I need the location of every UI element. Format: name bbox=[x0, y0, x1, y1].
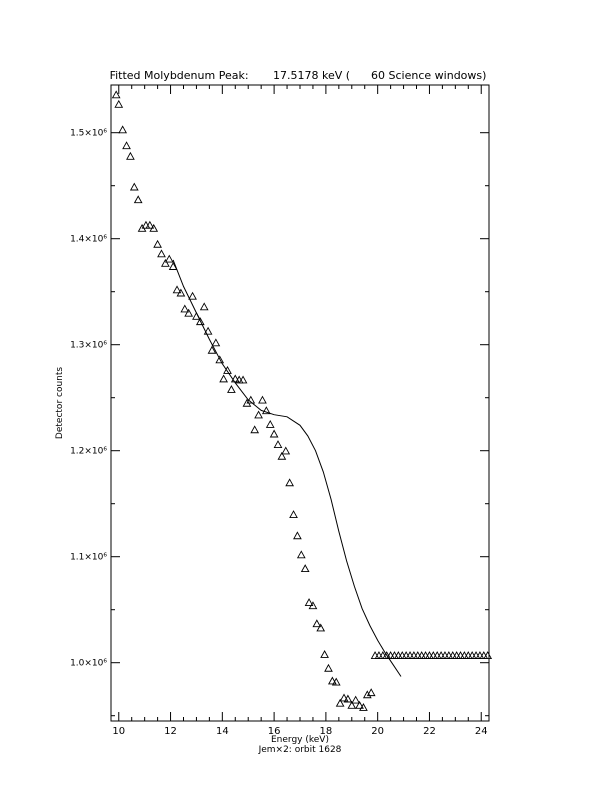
data-point bbox=[313, 620, 320, 627]
x-tick-label: 18 bbox=[319, 726, 333, 737]
data-point bbox=[274, 441, 281, 448]
data-point bbox=[123, 142, 130, 149]
y-tick-label: 1.3×10⁶ bbox=[70, 340, 107, 351]
data-point bbox=[212, 339, 219, 346]
x-tick-label: 24 bbox=[474, 726, 488, 737]
data-point bbox=[181, 305, 188, 312]
data-point bbox=[228, 386, 235, 393]
data-point bbox=[154, 241, 161, 248]
data-point bbox=[290, 511, 297, 518]
data-point bbox=[321, 651, 328, 658]
fit-curve bbox=[173, 260, 401, 677]
data-point bbox=[131, 184, 138, 191]
footer-label: Jem×2: orbit 1628 bbox=[258, 745, 342, 755]
x-axis-label: Energy (keV) bbox=[271, 735, 329, 745]
data-point bbox=[251, 426, 258, 433]
data-point bbox=[298, 551, 305, 558]
data-point bbox=[267, 421, 274, 428]
chart-title: Fitted Molybdenum Peak: 17.5178 keV ( 60 Science windows) bbox=[109, 69, 487, 82]
data-point bbox=[317, 624, 324, 631]
data-point bbox=[166, 256, 173, 263]
y-tick-label: 1.4×10⁶ bbox=[70, 234, 107, 245]
y-tick-label: 1.1×10⁶ bbox=[70, 552, 107, 563]
data-point bbox=[282, 447, 289, 454]
y-tick-label: 1.5×10⁶ bbox=[70, 128, 107, 139]
data-point bbox=[302, 565, 309, 572]
data-point bbox=[115, 101, 122, 108]
plot-frame bbox=[111, 85, 489, 721]
data-point bbox=[368, 689, 375, 696]
data-point bbox=[119, 126, 126, 133]
x-tick-label: 10 bbox=[112, 726, 126, 737]
data-point bbox=[185, 310, 192, 317]
y-axis-label: Detector counts bbox=[55, 366, 65, 440]
x-tick-label: 22 bbox=[423, 726, 436, 737]
data-point bbox=[255, 411, 262, 418]
data-point bbox=[162, 260, 169, 267]
data-point bbox=[259, 397, 266, 404]
y-tick-label: 1.0×10⁶ bbox=[70, 658, 107, 669]
x-tick-label: 14 bbox=[215, 726, 229, 737]
x-tick-label: 20 bbox=[371, 726, 385, 737]
x-tick-label: 16 bbox=[267, 726, 281, 737]
data-point bbox=[220, 375, 227, 382]
x-tick-label: 12 bbox=[164, 726, 177, 737]
data-point bbox=[127, 153, 134, 160]
data-point bbox=[352, 697, 359, 704]
data-point bbox=[286, 479, 293, 486]
data-point bbox=[135, 196, 142, 203]
data-point bbox=[294, 532, 301, 539]
data-point bbox=[189, 293, 196, 300]
data-marks bbox=[113, 91, 492, 710]
y-tick-label: 1.2×10⁶ bbox=[70, 446, 107, 457]
axes bbox=[70, 85, 489, 737]
data-point bbox=[158, 250, 165, 257]
data-point bbox=[201, 303, 208, 310]
data-point bbox=[271, 430, 278, 437]
data-point bbox=[325, 665, 332, 672]
